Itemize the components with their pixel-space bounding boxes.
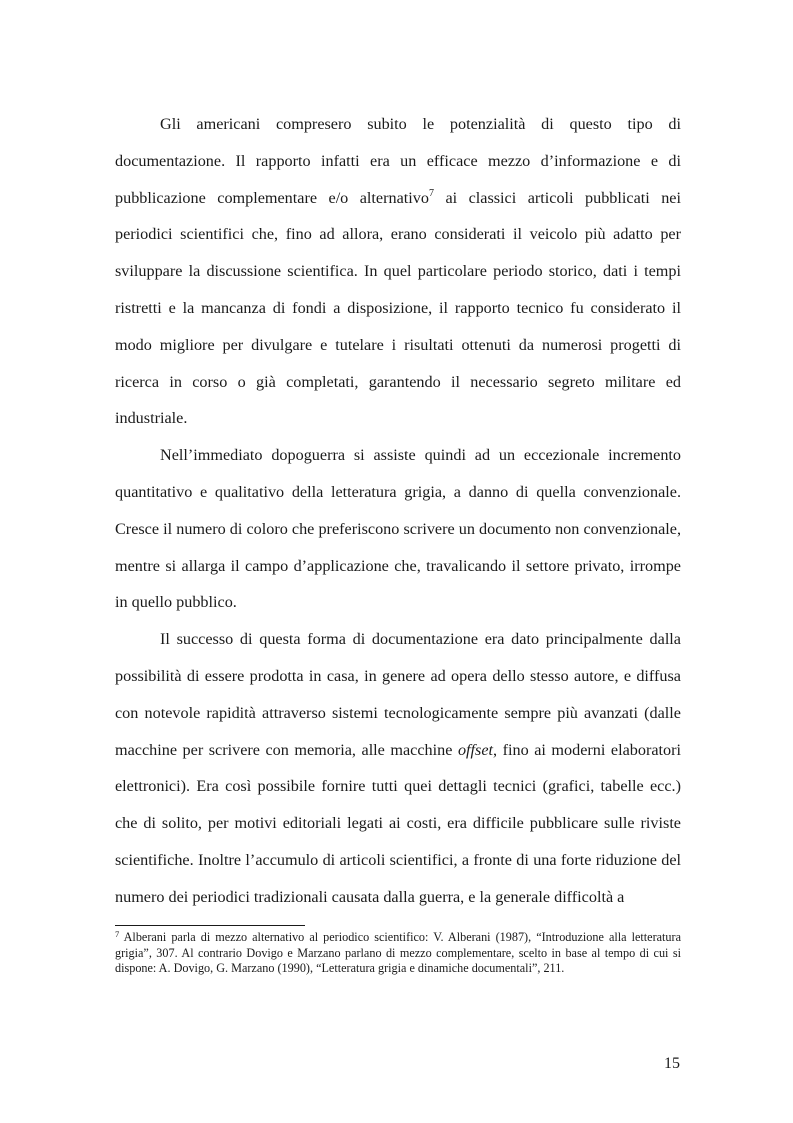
footnote-separator <box>115 925 305 926</box>
italic-term: offset <box>457 740 494 759</box>
footnote-text: Alberani parla di mezzo alternativo al periodico scientifico: V. Alberani (1987), “Introduzione alla letteratura grigia”, 307. Al contrario Dovigo e Marzano parlano di mezzo complementare, scelto in base al tempo di cui si dispone: A. Dovigo, G. Marzano (1990), “Letteratura grigia e dinamiche documentali”, 211. <box>115 930 681 975</box>
footnote-reference: 7 <box>428 187 434 199</box>
body-text <box>115 106 681 916</box>
footnote-marker: 7 <box>115 929 120 939</box>
paragraph: Il successo di questa forma di documentazione era dato principalmente dalla possibilità di essere prodotta in casa, in genere ad opera dello stesso autore, e diffusa con notevole rapidità attraverso sistemi tecnologicamente sempre più avanzati (dalle macchine per scrivere con memoria, alle macchine offset, fino ai moderni elaboratori elettronici). Era così possibile fornire tutti quei dettagli tecnici (grafici, tabelle ecc.) che di solito, per motivi editoriali legati ai costi, era difficile pubblicare sulle riviste scientifiche. Inoltre l’accumulo di articoli scientifici, a fronte di una forte riduzione del numero dei periodici tradizionali causata dalla guerra, e la generale difficoltà a <box>115 630 682 906</box>
footnote <box>115 930 681 977</box>
paragraph: Gli americani compresero subito le potenzialità di questo tipo di documentazione. Il rapporto infatti era un efficace mezzo d’informazione e di pubblicazione complementare e/o alternativo$^7$ ai classici articoli pubblicati nei periodici scientifici che, fino ad allora, erano considerati il veicolo più adatto per sviluppare la discussione scientifica. In quel particolare periodo storico, dati i tempi ristretti e la mancanza di fondi a disposizione, il rapporto tecnico fu considerato il modo migliore per divulgare e tutelare i risultati ottenuti da numerosi progetti di ricerca in corso o già completati, garantendo il necessario segreto militare ed industriale. <box>115 115 681 428</box>
paragraph: Nell’immediato dopoguerra si assiste quindi ad un eccezionale incremento quantitativo e qualitativo della letteratura grigia, a danno di quella convenzionale. Cresce il numero di coloro che preferiscono scrivere un documento non convenzionale, mentre si allarga il campo d’applicazione che, travalicando il settore privato, irrompe in quello pubblico. <box>115 446 681 612</box>
page-number: 15 <box>664 1055 680 1072</box>
